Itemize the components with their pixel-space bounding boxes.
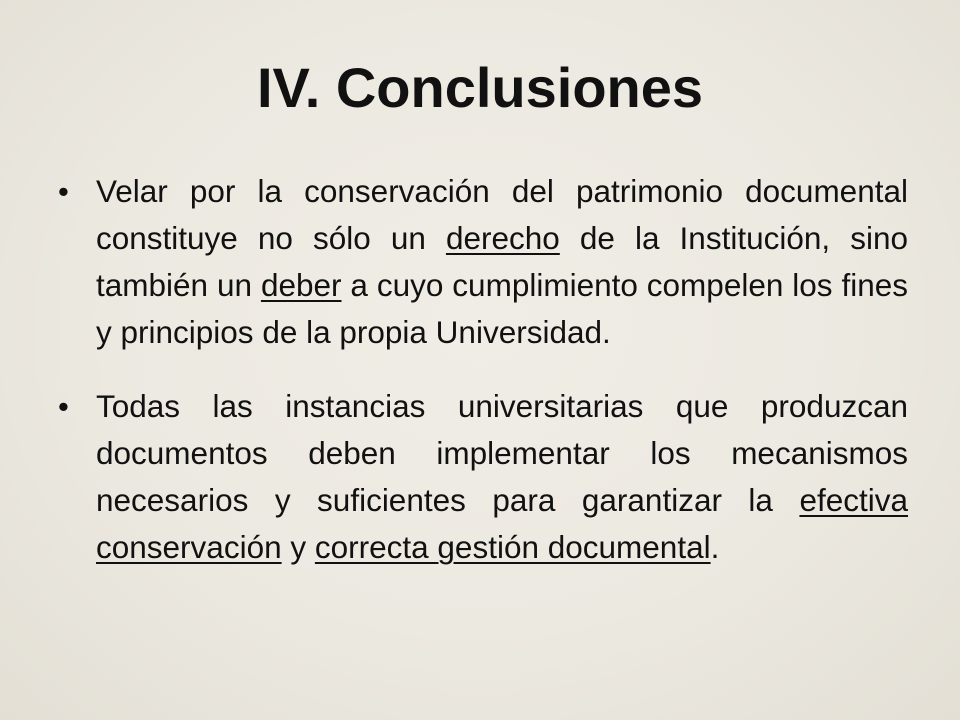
- underlined-term-deber: deber: [260, 267, 342, 303]
- bullet-item-instancias: [58, 383, 908, 571]
- bullet-text-segment: .: [710, 529, 720, 565]
- bullet-text-segment: Todas las instancias universitarias que produzcan documentos deben implementar los mecanismos necesarios y suficientes para garantizar la: [96, 388, 908, 518]
- bullet-text-segment: y: [281, 529, 315, 565]
- underlined-term-efectiva-conservacion: efectiva conservación: [96, 482, 908, 565]
- bullet-text-segment: Velar por la conservación del patrimonio documental constituye no sólo un: [96, 173, 908, 256]
- slide-title: IV. Conclusiones: [256, 56, 704, 119]
- bullet-text-segment: de la Institución, sino también un: [96, 220, 908, 303]
- underlined-term-correcta-gestion: correcta gestión documental: [314, 529, 711, 565]
- bullet-item-patrimonio: [58, 168, 908, 356]
- bullet-dot-icon: •: [58, 389, 69, 424]
- underlined-term-derecho: derecho: [445, 220, 560, 256]
- bullet-text-segment: a cuyo cumplimiento compelen los fines y principios de la propia Universidad.: [96, 267, 908, 350]
- bullet-list: [58, 168, 908, 598]
- bullet-dot-icon: •: [58, 174, 69, 209]
